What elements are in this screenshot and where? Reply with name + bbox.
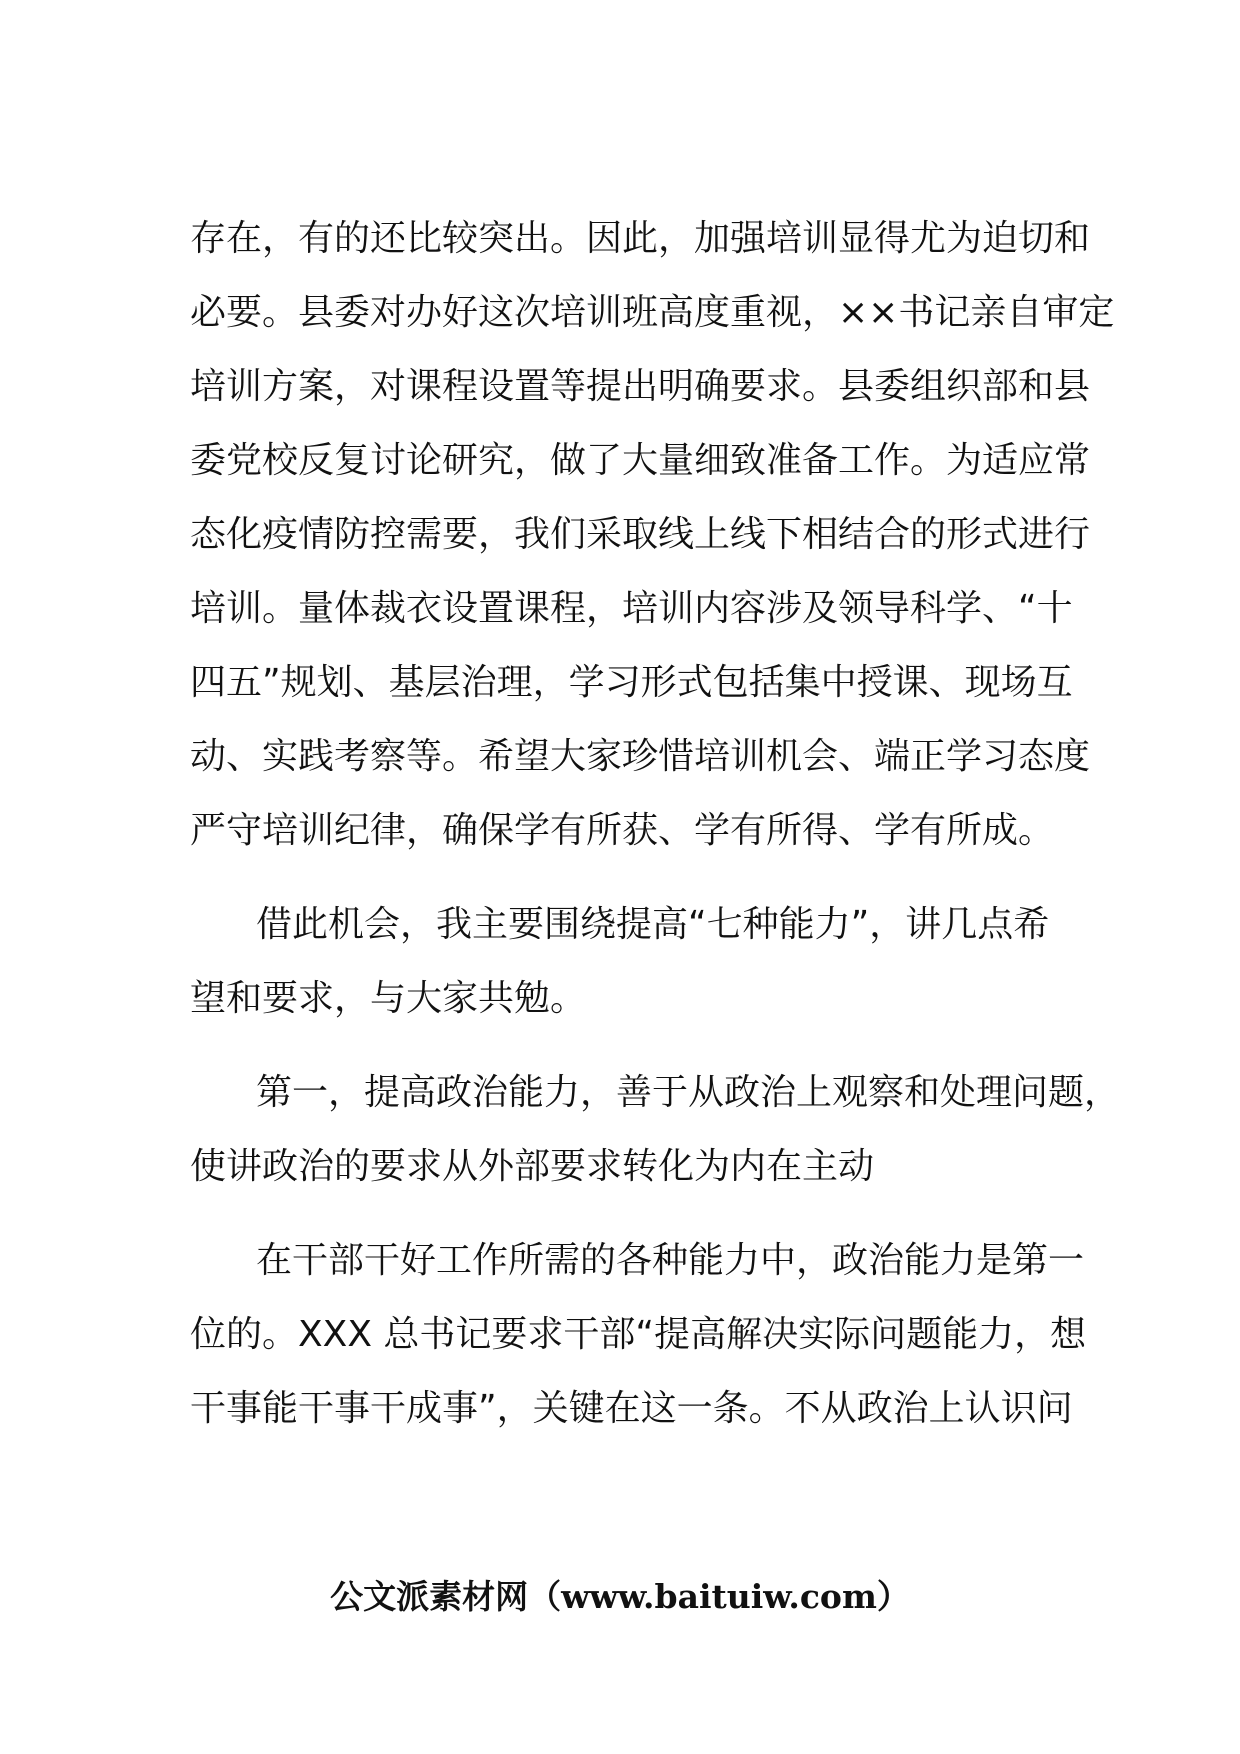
text-line: 严守培训纪律，确保学有所获、学有所得、学有所成。 bbox=[190, 810, 1055, 851]
text-line: 望和要求，与大家共勉。 bbox=[190, 978, 587, 1019]
text-line: 位的。XXX 总书记要求干部“提高解决实际问题能力，想 bbox=[190, 1314, 1087, 1355]
section-heading-first-line: 第一，提高政治能力，善于从政治上观察和处理问题， bbox=[256, 1072, 1121, 1113]
paragraph-first-line: 借此机会，我主要围绕提高“七种能力”，讲几点希 bbox=[256, 904, 1050, 945]
paragraph-first-line: 在干部干好工作所需的各种能力中，政治能力是第一 bbox=[256, 1240, 1085, 1281]
text-line: 必要。县委对办好这次培训班高度重视，××书记亲自审定 bbox=[190, 292, 1115, 333]
text-line: 存在，有的还比较突出。因此，加强培训显得尤为迫切和 bbox=[190, 218, 1091, 259]
text-line: 干事能干事干成事”，关键在这一条。不从政治上认识问 bbox=[190, 1388, 1073, 1429]
footer-source: 公文派素材网（www.baituiw.com） bbox=[330, 1577, 910, 1616]
text-line: 四五”规划、基层治理，学习形式包括集中授课、现场互 bbox=[190, 662, 1073, 703]
text-line: 态化疫情防控需要，我们采取线上线下相结合的形式进行 bbox=[190, 514, 1091, 555]
text-line: 委党校反复讨论研究，做了大量细致准备工作。为适应常 bbox=[190, 440, 1091, 481]
text-line: 培训。量体裁衣设置课程，培训内容涉及领导科学、“十 bbox=[190, 588, 1073, 629]
section-heading-line: 使讲政治的要求从外部要求转化为内在主动 bbox=[190, 1146, 875, 1187]
text-line: 动、实践考察等。希望大家珍惜培训机会、端正学习态度 bbox=[190, 736, 1091, 777]
text-line: 培训方案，对课程设置等提出明确要求。县委组织部和县 bbox=[190, 366, 1091, 407]
